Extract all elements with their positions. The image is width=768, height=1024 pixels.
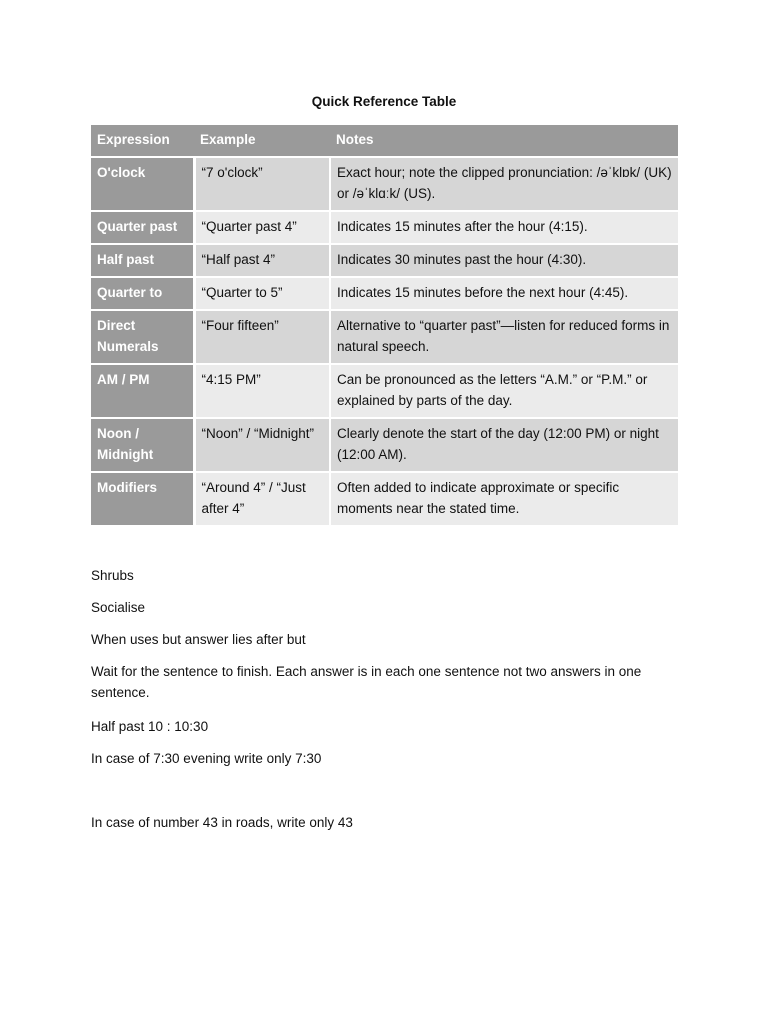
reference-table — [91, 125, 678, 527]
cell-example: “Around 4” / “Just after 4” — [194, 472, 330, 526]
cell-notes: Often added to indicate approximate or specific moments near the stated time. — [330, 472, 678, 526]
cell-expression: AM / PM — [91, 364, 194, 418]
cell-notes: Clearly denote the start of the day (12:00 PM) or night (12:00 AM). — [330, 418, 678, 472]
cell-notes: Can be pronounced as the letters “A.M.” or “P.M.” or explained by parts of the day. — [330, 364, 678, 418]
cell-example: “Quarter past 4” — [194, 211, 330, 244]
table-row — [91, 310, 678, 364]
cell-expression: O'clock — [91, 157, 194, 211]
paragraph: Wait for the sentence to finish. Each answer is in each one sentence not two answers in one sentence. — [91, 664, 642, 700]
table-row — [91, 364, 678, 418]
column-header-expression: Expression — [91, 125, 194, 157]
page-title: Quick Reference Table — [311, 94, 457, 109]
paragraph: Half past 10 : 10:30 — [91, 719, 209, 734]
paragraph: When uses but answer lies after but — [91, 632, 306, 647]
paragraph: Socialise — [91, 600, 146, 615]
table-row — [91, 472, 678, 526]
cell-expression: Direct Numerals — [91, 310, 194, 364]
table-row — [91, 211, 678, 244]
column-header-example: Example — [194, 125, 330, 157]
cell-notes: Indicates 15 minutes after the hour (4:15). — [330, 211, 678, 244]
paragraph: In case of number 43 in roads, write only 43 — [91, 815, 353, 830]
cell-example: “Half past 4” — [194, 244, 330, 277]
table-header-row — [91, 125, 678, 157]
table-row — [91, 244, 678, 277]
cell-example: “Noon” / “Midnight” — [194, 418, 330, 472]
cell-expression: Modifiers — [91, 472, 194, 526]
cell-notes: Alternative to “quarter past”—listen for reduced forms in natural speech. — [330, 310, 678, 364]
cell-notes: Indicates 30 minutes past the hour (4:30). — [330, 244, 678, 277]
cell-example: “Quarter to 5” — [194, 277, 330, 310]
cell-example: “7 o'clock” — [194, 157, 330, 211]
cell-example: “Four fifteen” — [194, 310, 330, 364]
paragraph: In case of 7:30 evening write only 7:30 — [91, 751, 322, 766]
column-header-notes: Notes — [330, 125, 678, 157]
cell-notes: Exact hour; note the clipped pronunciation: /əˈklɒk/ (UK) or /əˈklɑːk/ (US). — [330, 157, 678, 211]
table-row — [91, 277, 678, 310]
table-row — [91, 418, 678, 472]
cell-expression: Quarter to — [91, 277, 194, 310]
cell-expression: Quarter past — [91, 211, 194, 244]
cell-example: “4:15 PM” — [194, 364, 330, 418]
cell-expression: Noon / Midnight — [91, 418, 194, 472]
paragraph: Shrubs — [91, 568, 134, 583]
cell-notes: Indicates 15 minutes before the next hour (4:45). — [330, 277, 678, 310]
cell-expression: Half past — [91, 244, 194, 277]
table-row — [91, 157, 678, 211]
